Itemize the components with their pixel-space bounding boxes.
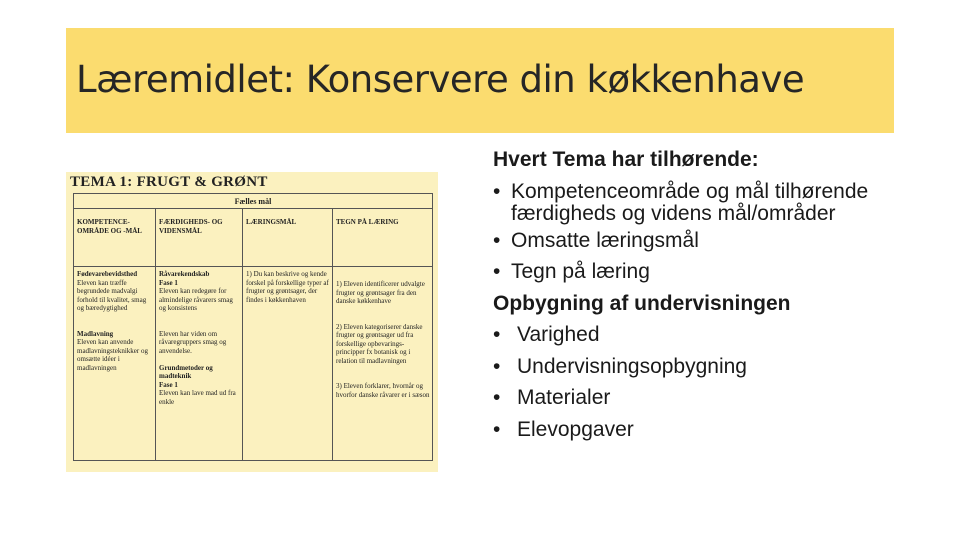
item-materialer: Materialer xyxy=(517,386,611,409)
col3-text1: 1) Du kan beskrive og kende forskel på forskellige typer af frugter og grøntsager, der findes i køkkenhaven xyxy=(246,270,329,304)
col3-block xyxy=(246,270,330,304)
header-faerdigheds: FÆRDIGHEDS- OG VIDENSMÅL xyxy=(159,218,223,235)
heading-opbygning: Opbygning af undervisningen xyxy=(493,291,791,315)
bullet: • xyxy=(493,260,501,283)
col4-text2: 2) Eleven kategoriserer danske frugter og grøntsager ud fra forskellige opbevarings-principper fx botanisk og i relation til madlavningen xyxy=(336,322,423,365)
faelles-maal-label: Fælles mål xyxy=(234,197,272,206)
list-item xyxy=(493,319,893,351)
header-tegn: TEGN PÅ LÆRING xyxy=(336,218,399,226)
item-omsatte: Omsatte læringsmål xyxy=(511,228,699,252)
list-item xyxy=(493,225,893,257)
item-kompetence: Kompetenceområde og mål tilhørende færdigheds og videns mål/områder xyxy=(511,179,869,225)
bullet: • xyxy=(493,354,501,378)
grid-line xyxy=(155,208,156,461)
col1-heading1: Fødevarebevidsthed xyxy=(77,270,138,278)
col4-block xyxy=(336,280,430,399)
item-varighed: Varighed xyxy=(517,323,600,346)
bullet: • xyxy=(493,179,501,203)
col2-text1: Eleven kan redegøre for almindelige råvarers smag og konsistens xyxy=(159,287,233,312)
header-laeringsmaal: LÆRINGSMÅL xyxy=(246,218,297,226)
list-item xyxy=(493,351,893,383)
item-elevopgaver: Elevopgaver xyxy=(517,417,634,441)
title-bar xyxy=(66,28,894,133)
bullet: • xyxy=(493,228,501,252)
bullet: • xyxy=(493,386,501,409)
header-kompetence: KOMPETENCE-OMRÅDE OG -MÅL xyxy=(77,218,142,235)
table-title: TEMA 1: FRUGT & GRØNT xyxy=(70,174,268,190)
curriculum-table-image xyxy=(66,172,438,472)
bullet: • xyxy=(493,323,501,346)
col1-heading2: Madlavning xyxy=(77,329,114,338)
list-item xyxy=(493,176,893,225)
item-tegn: Tegn på læring xyxy=(511,260,650,283)
grid-line xyxy=(332,208,333,461)
col2-heading1: Råvarekendskab xyxy=(159,270,210,278)
list-item xyxy=(493,256,893,288)
col2-block xyxy=(159,270,239,406)
heading-hvert-tema: Hvert Tema har tilhørende: xyxy=(493,148,759,171)
grid-line xyxy=(74,266,432,267)
col2-text3: Eleven kan lave mad ud fra enkle xyxy=(159,389,236,406)
col4-text1: 1) Eleven identificerer udvalgte frugter og grøntsager fra den danske køkkenhave xyxy=(336,280,425,305)
bullet: • xyxy=(493,417,501,441)
col2-heading2: Grundmetoder og madteknik xyxy=(159,363,213,380)
grid-line xyxy=(242,208,243,461)
slide-title: Læremidlet: Konservere din køkkenhave xyxy=(76,58,805,101)
col2-fase2: Fase 1 xyxy=(159,380,178,389)
col1-block xyxy=(77,270,153,372)
content-text xyxy=(493,144,893,445)
col1-text1: Eleven kan træffe begrundede madvalgi forhold til kvalitet, smag og bæredygtighed xyxy=(77,278,147,312)
list-item xyxy=(493,382,893,414)
list-item xyxy=(493,414,893,446)
col1-text2: Eleven kan anvende madlavningsteknikker og omsætte idéer i madlavningen xyxy=(77,338,148,372)
grid-line xyxy=(74,208,432,209)
col4-text3: 3) Eleven forklarer, hvornår og hvorfor danske råvarer er i sæson xyxy=(336,382,430,399)
curriculum-grid xyxy=(73,193,433,461)
col2-text2: Eleven har viden om råvaregruppers smag og anvendelse. xyxy=(159,329,227,355)
item-undervisningsopbygning: Undervisningsopbygning xyxy=(517,354,747,378)
col2-fase1: Fase 1 xyxy=(159,278,178,287)
